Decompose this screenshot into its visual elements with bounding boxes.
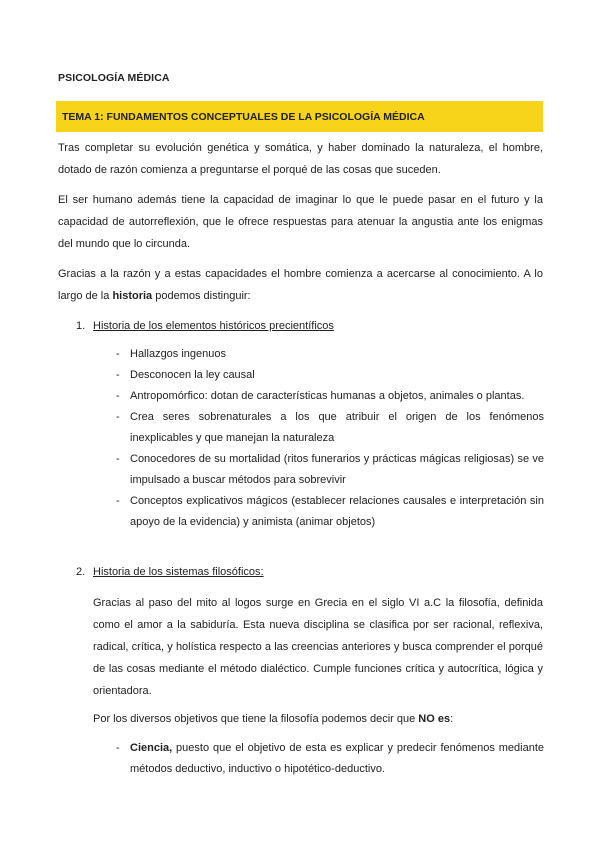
list-item [116, 449, 544, 491]
paragraph-history-text-a: Gracias a la razón y a estas capacidades el hombre comienza a acercarse al conocimiento. A lo largo de la [58, 268, 543, 302]
section-2-heading [76, 561, 264, 583]
topic-banner-title: TEMA 1: FUNDAMENTOS CONCEPTUALES DE LA PSICOLOGÍA MÉDICA [62, 110, 425, 123]
section-2-number: 2. [76, 566, 86, 578]
list-item [116, 386, 544, 407]
list-item-text: Conceptos explicativos mágicos (establecer relaciones causales e interpretación sin apoyo de la evidencia) y animista (animar objetos) [130, 495, 544, 528]
objectives-text-a: Por los diversos objetivos que tiene la filosofía podemos decir que [93, 713, 419, 725]
section-1-title: Historia de los elementos históricos precientíficos [93, 320, 334, 332]
dash-bullet-icon: - [116, 390, 120, 402]
document-header-title: PSICOLOGÍA MÉDICA [58, 72, 170, 84]
dash-bullet-icon: - [116, 348, 120, 360]
list-item [116, 365, 544, 386]
paragraph-history [58, 263, 543, 307]
list-item-text: puesto que el objetivo de esta es explicar y predecir fenómenos mediante métodos deductivo, inductivo o hipotético-deductivo. [130, 742, 544, 775]
list-item [116, 491, 544, 533]
section-1-list [116, 344, 544, 533]
paragraph-philosophy: Gracias al paso del mito al logos surge en Grecia en el siglo VI a.C la filosofía, definida como el amor a la sabiduría. Esta nueva disciplina se clasifica por ser racional, reflexiva, radical, crítica, y holística respecto a las creencias anteriores y busca comprender el porqué de las cosas mediante el método dialéctico. Cumple funciones crítica y autocrítica, lógica y orientadora. [93, 597, 543, 697]
section-1-heading [76, 315, 334, 337]
dash-bullet-icon: - [116, 453, 120, 465]
list-item-term: Ciencia, [130, 742, 173, 754]
section-1-number: 1. [76, 320, 86, 332]
list-item-text: Antropomórfico: dotan de características humanas a objetos, animales o plantas. [130, 390, 525, 402]
list-item [116, 738, 544, 780]
dash-bullet-icon: - [116, 369, 120, 381]
topic-banner [56, 101, 543, 132]
paragraph-intro: Tras completar su evolución genética y somática, y haber dominado la naturaleza, el hombre, dotado de razón comienza a preguntarse el porqué de las cosas que suceden. [58, 142, 543, 176]
list-item-text: Crea seres sobrenaturales a los que atribuir el origen de los fenómenos inexplicables y que manejan la naturaleza [130, 411, 544, 444]
section-2-title: Historia de los sistemas filosóficos: [93, 566, 264, 578]
paragraph-capabilities: El ser humano además tiene la capacidad de imaginar lo que le puede pasar en el futuro y la capacidad de autorreflexión, que le ofrece respuestas para atenuar la angustia ante los enigmas del mundo que lo circunda. [58, 194, 543, 250]
list-item-text: Conocedores de su mortalidad (ritos funerarios y prácticas mágicas religiosas) se ve impulsado a buscar métodos para sobrevivir [130, 453, 544, 486]
list-item [116, 407, 544, 449]
list-item [116, 344, 544, 365]
dash-bullet-icon: - [116, 411, 120, 423]
list-item-text: Desconocen la ley causal [130, 369, 255, 381]
paragraph-history-bold: historia [112, 290, 153, 302]
objectives-bold: NO es [418, 713, 451, 725]
dash-bullet-icon: - [116, 495, 120, 507]
section-2-list [116, 738, 544, 780]
dash-bullet-icon: - [116, 742, 120, 754]
list-item-text: Hallazgos ingenuos [130, 348, 227, 360]
objectives-text-c: : [450, 713, 454, 725]
paragraph-history-text-c: podemos distinguir: [152, 290, 251, 302]
paragraph-objectives [93, 708, 543, 730]
